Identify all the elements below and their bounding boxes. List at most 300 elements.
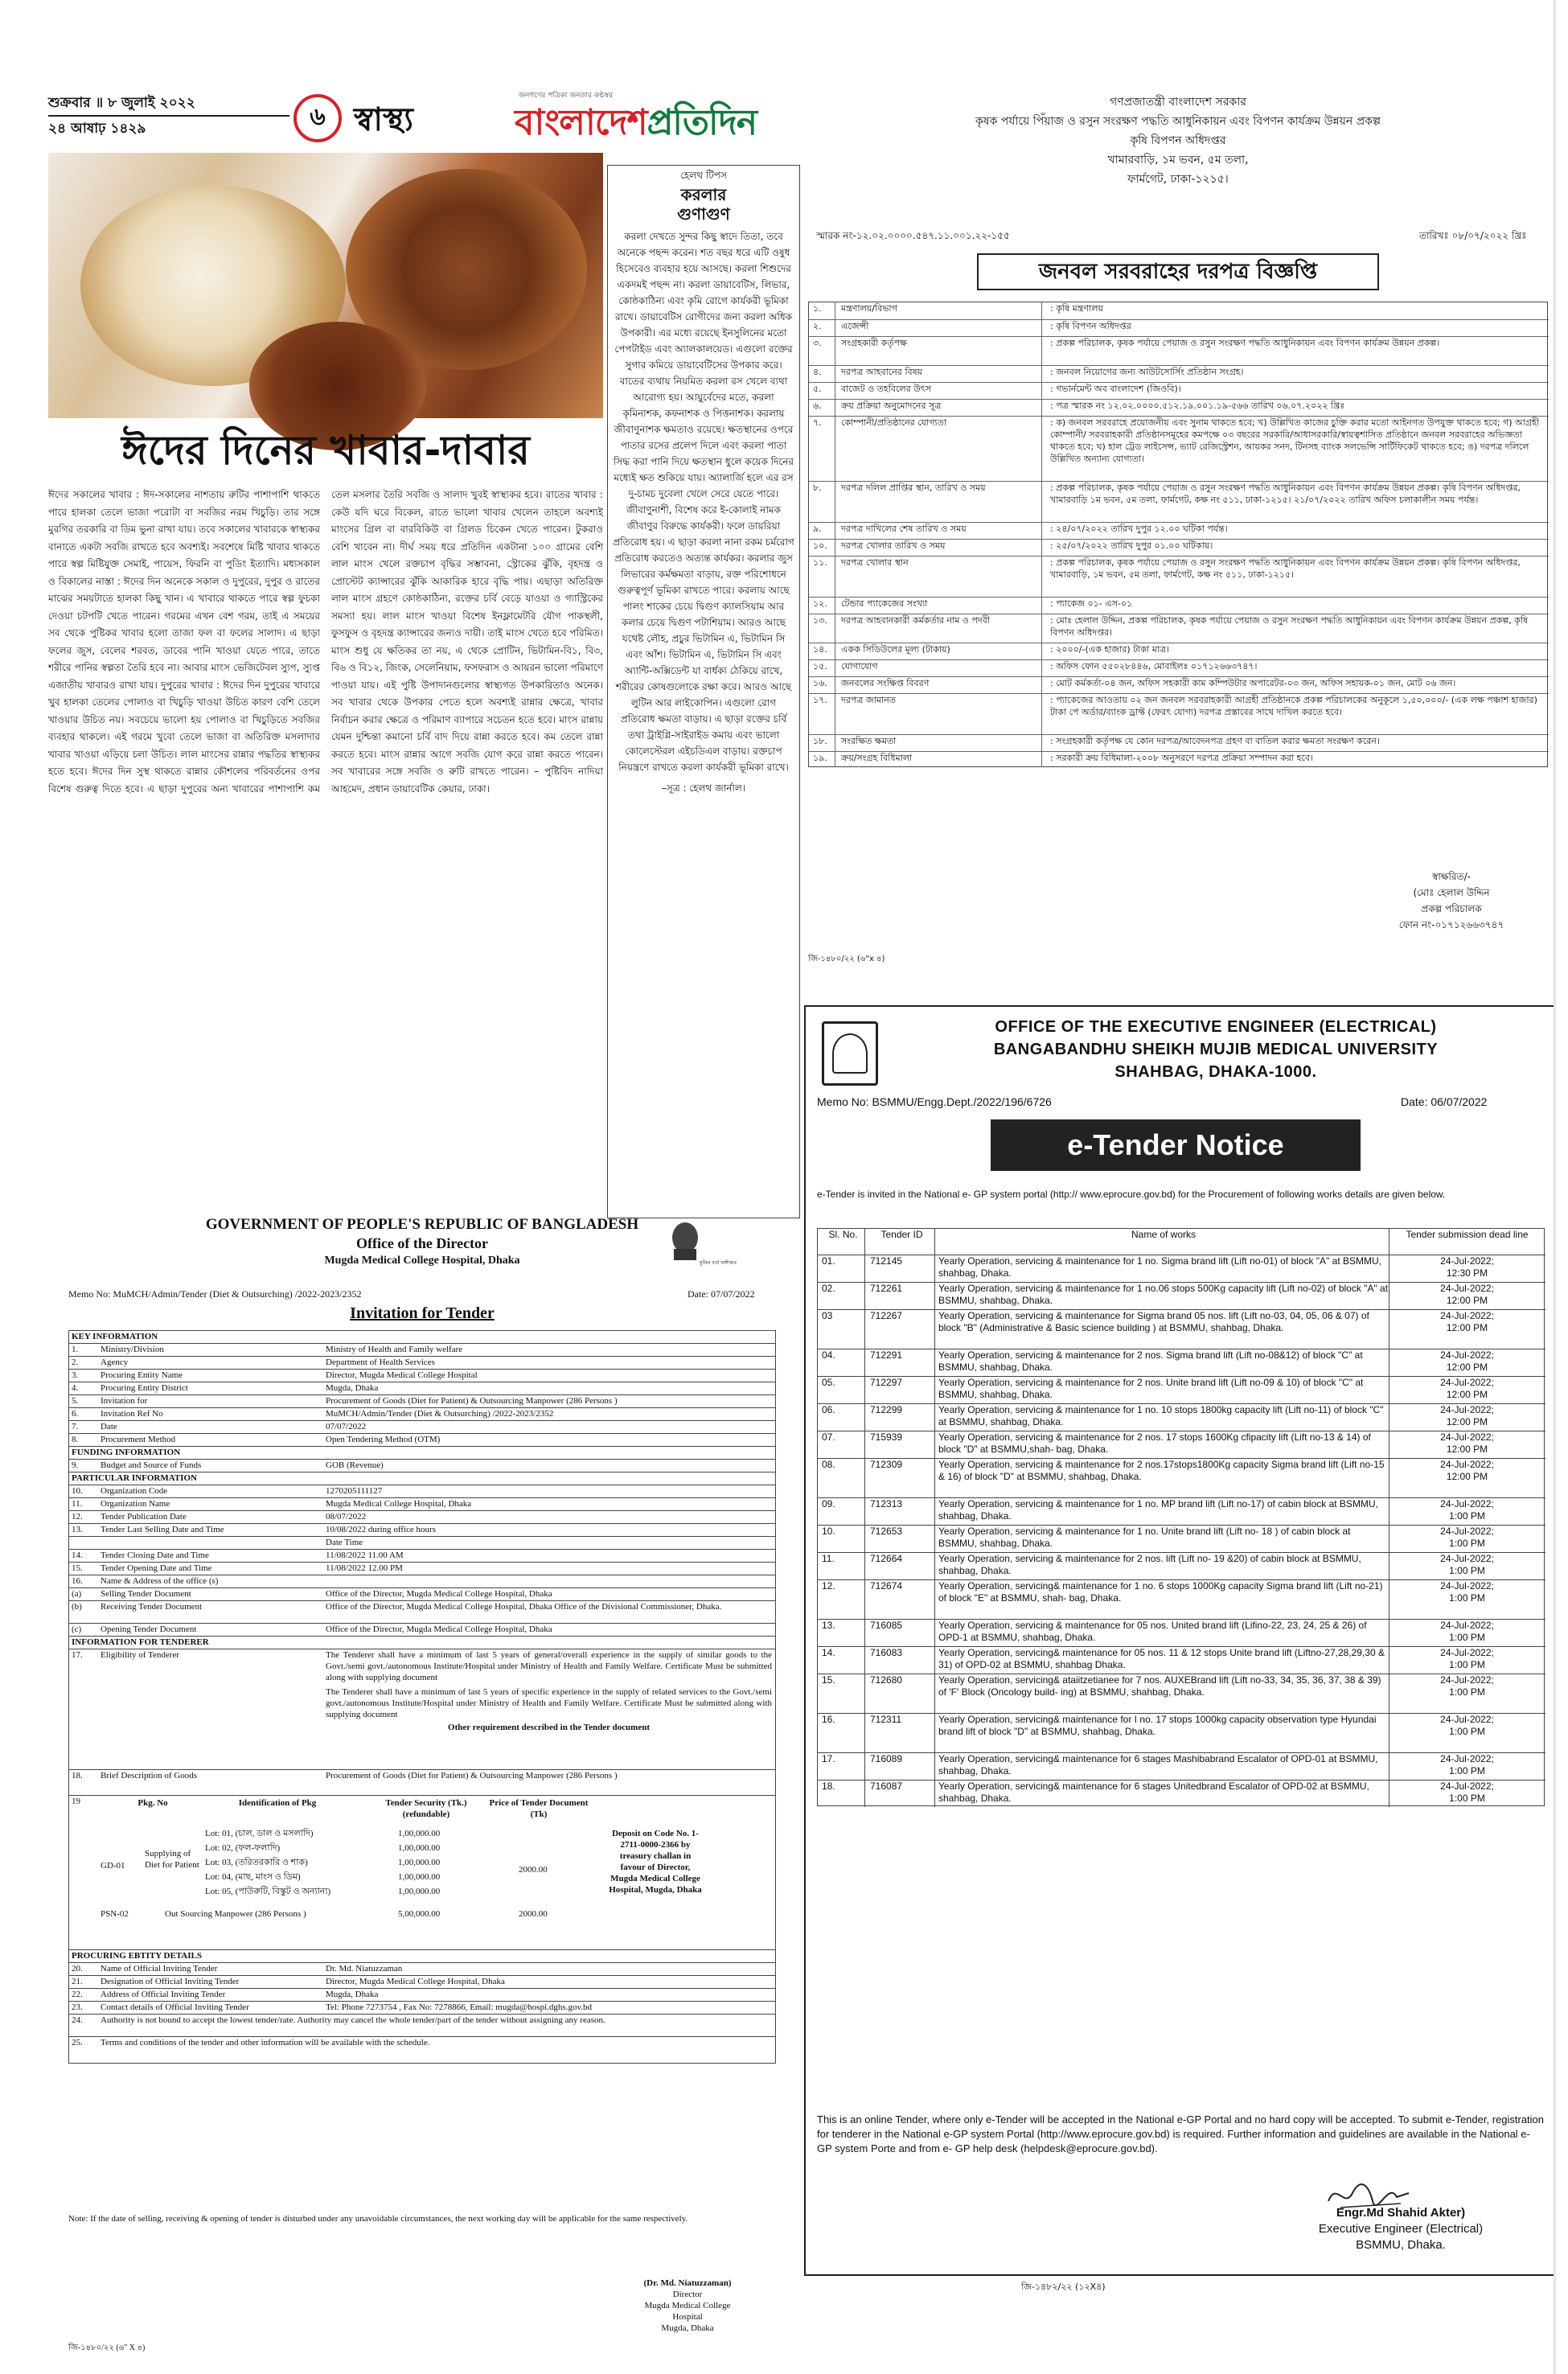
- mugda-title-office: Office of the Director: [355, 1235, 489, 1251]
- tender-row: [818, 1376, 1545, 1403]
- mugda-section-header: FUNDING INFORMATION: [68, 1446, 776, 1458]
- pkg-lot: Lot: 02, (ফল-ফলাদি): [205, 1843, 281, 1853]
- pkg-security: 1,00,000.00: [398, 1843, 441, 1853]
- tender-row: [818, 1431, 1545, 1458]
- row-key: Procuring Entity Name: [101, 1370, 183, 1380]
- tender-work: Yearly Operation, servicing & maintenance for 1 no.06 stops 500Kg capacity lift (Lift no-02) of block "A" at BSMMU, shahbag, Dhaka.: [938, 1283, 1389, 1306]
- row-key: Authority is not bound to accept the lowest tender/rate. Authority may cancel the whole tender/part of the tender without assigning any reason.: [101, 2015, 605, 2025]
- row-value: 07/07/2022: [326, 1422, 367, 1431]
- bsmmu-sign-org: BSMMU, Dhaka.: [1356, 2238, 1446, 2252]
- deadline-date: 24-Jul-2022;: [1440, 1349, 1494, 1361]
- row-number: 25.: [72, 2038, 83, 2047]
- bsmmu-code: জি-১৪৮২/২২ (১২X৪): [1021, 2282, 1106, 2292]
- eligibility-text: [326, 1649, 772, 1733]
- row-key: দরপত্র খোলার স্থান: [841, 557, 909, 568]
- mugda-row: [68, 1988, 776, 1999]
- mugda-row: [68, 2014, 776, 2025]
- row-number: 4.: [72, 1383, 79, 1393]
- row-key: বাজেট ও তহবিলের উৎস: [841, 384, 931, 394]
- col-deadline: Tender submission dead line: [1406, 1229, 1529, 1240]
- row-number: 18.: [72, 1771, 83, 1780]
- tender-deadline: [1393, 1647, 1541, 1671]
- logo-part-2: প্রতিদিন: [646, 102, 757, 143]
- tender-id: 716083: [870, 1647, 903, 1658]
- gov-row: [809, 416, 1549, 481]
- deadline-time: 1:00 PM: [1449, 1592, 1485, 1604]
- row-number: ১০.: [813, 540, 827, 551]
- row-value: Tel: Phone 7273754 , Fax No: 7278866, Email: mugda@hospi.dghs.gov.bd: [326, 2002, 592, 2012]
- row-number: ১৮.: [813, 736, 827, 746]
- logo-part-1: বাংলাদেশ: [515, 102, 647, 143]
- row-value: 1270205111127: [326, 1486, 383, 1496]
- row-key: একক সিডিউলের মূল্য (টাকায়): [841, 644, 950, 655]
- article-body: ঈদের সকালের খাবার : ঈদ-সকালের নাশতায় রুটির পাশাপাশি থাকতে পারে হালকা তেলে ভাজা পরোটা বা সবজির নরম খিচুড়ি। তার সঙ্গে মুরগির তরকারি বা ডিম ভুনা রাখা যায়। তবে সকালের খাবারকে স্বাস্থ্যকর বানাতে একটা সবজি রাখতে হবে অবশ্যই। সবশেষে মিষ্টি খাবার থাকতে পারে স্বল্প মিষ্টিযুক্ত সেমাই, পায়েস, ফিরনি বা পুডিং ইত্যাদি। মধ্যসকাল ও বিকালের নাস্তা : ঈদের দিন অনেকে সকাল ও দুপুরের, দুপুর ও রাতের মাঝের সময়টাতে হালকা কিছু খান। এ খাবারে থাকতে পারে স্বল্প ফুচকা দেওয়া চটপটি খেতে পারেন। গরমের এখন বেশ গরম, তাই এ সময়ের সব থেকে পুষ্টিকর খাবার হলো তাজা ফল বা ফলের সালাদ। এ ছাড়া ফলের জুস, বেলের শরবত, ডাবের পানি খাওয়া যেতে পারে, তাতে শরীরে পানির স্বল্পতা তৈরি হবে না। আবার মাংস ভেজিটেবল স্যুপ, স্যুপ্ত এজাতীয় খাবারও রাখা যায়। দুপুরের খাবার : ঈদের দিন দুপুরের খাবারে খুব হালকা তেলের পোলাও বা খিচুড়ি খাওয়া উচিত কারণ বেশি তেলে খাওয়ার উচিত নয়। সবচেয়ে ভালো হয় পোলাও বা খিচুড়িতে সবজির ব্যবহার থাকলে। এই গরমে খুবো তেলে ভাজা বা অতিরিক্ত মসলাদার খাবার খাওয়া এড়িয়ে চলা উচিত। লাল মাংসের রান্নার পদ্ধতির স্বাস্থ্যকর হতে হবে। ঈদের দিন সুস্থ থাকতে রান্নার কৌশলের পরিবর্তনের ওপর বিশেষ গুরুত্ব দিতে হবে। এ ছাড়া দুপুরের অন্য খাবারের পাশাপাশি কম তেল মসলার তৈরি সবজি ও সালাদ খুবই স্বাস্থ্যকর হবে। রাতের খাবার : কেউ যদি ঘরে বিকেল, রাতে ভালো খাবার খেলেন তাহলে অবশ্যই মাংসের গ্রিল বা বারবিকিউ বা গ্রিলড চিকেন খেতে পারেন। টুকরাও বেশি খাবেন না। দীর্ঘ সময় ধরে প্রতিদিন একটানা ১০০ গ্রামের বেশি লাল মাংস খেলে রক্তচাপ বৃদ্ধির সম্ভাবনা, স্ট্রোকের ঝুঁকি, বৃহদন্ত্র ও প্রোস্টেট ক্যান্সারের ঝুঁকি আকারিক হারে বৃদ্ধি পায়। এছাড়া অতিরিক্ত লাল মাংস গ্রহণে কোষ্ঠকাঠিন্য, রক্তের চর্বি বেড়ে যাওয়া ও গ্যাস্ট্রিকের সমস্যা হয়। লাল মাংস খাওয়া বিশেষ ইনফ্লামেটরি যৌগ পাকস্থলী, ফুসফুস ও বৃহদন্ত্র ক্যান্সারের জন্যও দায়ী। তাই মাংস খেতে হবে পরিমিত। মাংস শুধু যে ক্ষতিকর তা নয়, এ থেকে প্রোটিন, ভিটামিন-বি১, বি৩, বি৬ ও বি১২, জিংক, সেলেনিয়াম, ফসফরাস ও আয়রন ভালো পরিমাণে পাওয়া যায়। এই পুষ্টি উপাদানগুলোর স্বাস্থ্যগত উপকারিতাও অনেক। সব খাবার থেকে উপকার পেতে হলে অবশ্যই রান্নার ক্ষেত্রে, খাবার নির্বাচন করার ক্ষেত্রে ও পরিমাণ ব্যাপারে সচেতন হতে হবে। মাংস রান্নায় যেমন দুশ্চিন্তা কমানো চর্বি বাদ দিয়ে রান্না করতে হবে। কম তেলে রান্না করতে হবে। মাংস রান্নার আগে সবজি যোগ করে রান্না করতে পারেন। সব খাবারের সঙ্গে সবজি ও রুটি রাখতে পারেন। – পুষ্টিবিদ নাদিয়া আহমেদ, প্রধান ডায়াবেটিক কেয়ার, ঢাকা।: [48, 489, 603, 795]
- pkg-lot: Lot: 05, (পাউরুটি, বিস্কুট ও অন্যান্য): [205, 1887, 331, 1896]
- mugda-sign-org2: Hospital: [672, 2312, 703, 2322]
- row-value: : অফিস ফোন ৫৫০২৮৪৪৬, মোবাইলঃ ০১৭১২৬৬৩৭৪৭।: [1050, 661, 1258, 672]
- mugda-tender-notice: [68, 1216, 776, 2352]
- bsmmu-sign-title: Executive Engineer (Electrical): [1318, 2222, 1484, 2236]
- tips-title: [613, 185, 794, 224]
- gov-row: [809, 643, 1549, 659]
- row-value: : প্যাকেজ ০১- এস-০১: [1050, 598, 1133, 609]
- bsmmu-h2: BANGABANDHU SHEIKH MUJIB MEDICAL UNIVERSITY: [993, 1041, 1439, 1058]
- tender-work: Yearly Operation, servicing & maintenance for Sigma brand 05 nos. lift (Lift no-03, 04, 05, 06 & 07) of block "B" (Administrative & Basic science building ) at BSMMU, shahbag, Dhaka.: [938, 1310, 1369, 1333]
- bsmmu-h3: SHAHBAG, DHAKA-1000.: [1114, 1063, 1317, 1081]
- mugda-note: Note: If the date of selling, receiving & opening of tender is disturbed under any unavoidable circumstances, the next working day will be applicable for the same respectively.: [68, 2214, 688, 2224]
- tender-id: 715939: [870, 1431, 903, 1443]
- tender-row: [818, 1309, 1545, 1349]
- deadline-date: 24-Jul-2022;: [1440, 1620, 1494, 1631]
- row-value: : ২৫/০৭/২০২২ তারিখ দুপুর ০১.০০ ঘটিকায়।: [1050, 540, 1213, 551]
- row-key: দরপত্র আহবানের বিষয়: [841, 367, 923, 377]
- row-number: 3.: [72, 1370, 79, 1380]
- tender-work: Yearly Operation, servicing& maintenance for 6 stages Unitedbrand Escalator of OPD-02 at BSMMU, shahbag, Dhaka.: [938, 1780, 1369, 1804]
- mugda-row: [68, 1407, 776, 1419]
- row-number: 17.: [72, 1650, 83, 1660]
- deadline-date: 24-Jul-2022;: [1440, 1310, 1494, 1321]
- gov-row: [809, 597, 1549, 614]
- gov-row: [809, 365, 1549, 382]
- tips-body: [613, 228, 794, 796]
- mugda-row: [68, 1562, 776, 1573]
- row-value: 08/07/2022: [326, 1512, 367, 1522]
- row-value: Office of the Director, Mugda Medical College Hospital, Dhaka Office of the Divisional Commissioner, Dhaka.: [326, 1602, 722, 1612]
- row-value: : ক) জনবল সরবরাহে প্রয়োজনীয় এবং সুনাম থাকতে হবে; খ) উল্লিখিত কাজের চুক্তি করার মতো আইনগত উপযুক্ত থাকতে হবে; গ) আগ্রহী কোম্পানী/ সরবরাহকারী প্রতিষ্ঠানসমূহের কমপক্ষে ০৩ বছরের সরকারি/আধাসরকারি/স্বায়ত্বশাসিত প্রতিষ্ঠানে জনবল সরবরাহের অভিজ্ঞতা থাকতে হবে; ঘ) হাল ট্রেড লাইসেন্স, ভ্যাট রেজিস্ট্রেশন, আয়কর সনদ, টিনসহ ব্যাংক সলভেন্সি সার্টিফিকেট থাকতে হবে; ঙ) দরপত্র দলিলে উল্লিখিত অন্যান্য যোগ্যতা।: [1050, 417, 1540, 464]
- row-number: ১২.: [813, 598, 827, 609]
- row-key: Terms and conditions of the tender and other information will be available with the schedule.: [101, 2038, 430, 2047]
- row-number: ১৬.: [813, 678, 827, 688]
- tender-row: [818, 1780, 1545, 1807]
- bsmmu-footer: This is an online Tender, where only e-Tender will be accepted in the National e-GP Portal and no hard copy will be accepted. To submit e-Tender, registration for tenderer in the National e-GP system Portal (http://www.eprocure.gov.bd) is required. Further information and guidelines are available in the National e-GP system Porte and from e- GP help desk (helpdesk@eprocure.gov.bd).: [817, 2113, 1545, 2154]
- newspaper-logo: [515, 96, 757, 154]
- row-number: 14.: [72, 1550, 83, 1560]
- row-value: : প্রকল্প পরিচালক, কৃষক পর্যায়ে পেয়াজ ও রসুন সংরক্ষণ পদ্ধতি আধুনিকায়ন এবং বিপণন কার্যক্রম উন্নয়ন প্রকল্প।: [1050, 338, 1440, 348]
- row-number: ১.: [813, 303, 822, 314]
- pkg-lot: Lot: 01, (চাল, ডাল ও মসলাদি): [205, 1829, 314, 1838]
- tender-sl: 14.: [822, 1647, 835, 1658]
- row-key: দরপত্র জামানত: [841, 695, 897, 705]
- deadline-date: 24-Jul-2022;: [1440, 1498, 1494, 1509]
- deadline-date: 24-Jul-2022;: [1440, 1431, 1494, 1443]
- tender-id: 712313: [870, 1498, 903, 1509]
- row-number: 16.: [72, 1576, 83, 1586]
- tender-sl: 01.: [822, 1255, 835, 1267]
- deadline-time: 1:00 PM: [1449, 1659, 1485, 1670]
- mugda-sign-title: Director: [672, 2290, 703, 2299]
- pkg-psn-price: 2000.00: [519, 1909, 548, 1919]
- col-sl: Sl. No.: [828, 1229, 858, 1240]
- mugda-row: [68, 1623, 776, 1634]
- deadline-time: 12:00 PM: [1446, 1444, 1488, 1455]
- pkg-header: Tender Security (Tk.) (refundable): [385, 1798, 467, 1819]
- tender-work: Yearly Operation, servicing & maintenance for 2 nos. 17 stops 1600Kg cfipacity lift (Lift no-13 & 14) of block "D" at BSMMU,shah- bag, Dhaka.: [938, 1431, 1371, 1455]
- deadline-time: 1:00 PM: [1449, 1565, 1485, 1576]
- issue-date-bangla: ২৪ আষাঢ় ১৪২৯: [48, 121, 146, 137]
- row-number: 6.: [72, 1409, 79, 1419]
- gov-row: [809, 659, 1549, 676]
- gov-signature: [1355, 869, 1548, 933]
- mugda-row: [68, 2036, 776, 2047]
- row-value: Ministry of Health and Family welfare: [326, 1345, 463, 1354]
- row-key: Procurement Method: [101, 1435, 176, 1444]
- food-photo: [48, 153, 603, 418]
- row-value: : কৃষি মন্ত্রণালয়: [1050, 303, 1103, 314]
- mugda-row: [68, 1394, 776, 1406]
- bsmmu-sign-name: Engr.Md Shahid Akter): [1336, 2206, 1466, 2220]
- tender-id: 712299: [870, 1404, 903, 1415]
- col-tender-id: Tender ID: [880, 1229, 923, 1240]
- row-number: ১৯.: [813, 753, 827, 763]
- tender-id: 712653: [870, 1526, 903, 1537]
- deadline-date: 24-Jul-2022;: [1440, 1580, 1494, 1592]
- row-key: Tender Opening Date and Time: [101, 1563, 212, 1573]
- row-key: দরপত্র দলিল প্রাপ্তির স্থান, তারিখ ও সময়: [841, 483, 986, 493]
- row-key: Address of Official Inviting Tender: [101, 1990, 226, 1999]
- row-key: Contact details of Official Inviting Tender: [101, 2002, 249, 2012]
- row-value: : সরকারী ক্রয় বিধিমালা-২০০৮ অনুসরণে দরপত্র প্রক্রিয়া সম্পাদন করা হবে।: [1050, 753, 1313, 763]
- tips-title-line1: করলার: [680, 185, 727, 204]
- row-key: Name & Address of the office (s): [101, 1576, 219, 1586]
- row-number: ৫.: [813, 384, 822, 394]
- pkg-header: Identification of Pkg: [238, 1798, 317, 1808]
- pkg-psn: PSN-02: [101, 1909, 129, 1919]
- tender-row: [818, 1619, 1545, 1646]
- tender-deadline: [1393, 1753, 1541, 1777]
- mugda-row: [68, 1536, 776, 1547]
- tender-id: 716087: [870, 1780, 903, 1792]
- row-value: Mugda, Dhaka: [326, 1383, 379, 1393]
- tender-sl: 18.: [822, 1780, 835, 1792]
- pkg-security: 1,00,000.00: [398, 1858, 441, 1867]
- row-key: কোম্পানী/প্রতিষ্ঠানের যোগ্যতা: [841, 417, 947, 428]
- gov-row: [809, 382, 1549, 399]
- mugda-row: [68, 1549, 776, 1560]
- pkg-deposit: Deposit on Code No. 1-2711-0000-2366 by treasury challan in favour of Director, Mugda Medical College Hospital, Mugda, Dhaka: [609, 1829, 702, 1895]
- tender-deadline: [1393, 1580, 1541, 1604]
- pkg-doc-price: 2000.00: [519, 1865, 548, 1875]
- mugda-row: [68, 1433, 776, 1444]
- pkg-psn-desc: Out Sourcing Manpower (286 Persons ): [165, 1909, 306, 1919]
- tender-row: [818, 1646, 1545, 1674]
- row-value: : সংগ্রহকারী কর্তৃপক্ষ যে কোন দরপত্র/আবেদনপত্র গ্রহণ বা বাতিল করার ক্ষমতা সংরক্ষণ করেন।: [1050, 736, 1380, 746]
- row-number: 2.: [72, 1357, 79, 1367]
- mugda-row: [68, 1523, 776, 1534]
- row-value: : ২৪/০৭/২০২২ তারিখ দুপুর ১২.০০ ঘটিকা পর্যন্ত।: [1050, 524, 1228, 534]
- tips-title-line2: গুণাগুণ: [677, 204, 730, 224]
- mugda-row-brief: [68, 1769, 776, 1780]
- mugda-row: [68, 1343, 776, 1354]
- mugda-heading: Invitation for Tender: [350, 1304, 495, 1322]
- tender-id: 712261: [870, 1283, 903, 1294]
- deadline-date: 24-Jul-2022;: [1440, 1753, 1494, 1764]
- row-key: মন্ত্রণালয়/বিভাগ: [841, 303, 897, 314]
- tender-sl: 15.: [822, 1674, 835, 1686]
- tender-row: [818, 1525, 1545, 1552]
- gov-row: [809, 319, 1549, 336]
- tender-work: Yearly Operation, servicing & maintenance for 2 nos. lift (Lift no- 19 &20) of cabin block at BSMMU, shahbag, Dhaka.: [938, 1553, 1361, 1576]
- row-value: Date Time: [326, 1538, 363, 1547]
- row-value: : গভার্নমেন্ট অব বাংলাদেশ (জিওবি)।: [1050, 384, 1181, 394]
- row-key: Tender Publication Date: [101, 1512, 187, 1522]
- gov-row: [809, 522, 1549, 539]
- deadline-date: 24-Jul-2022;: [1440, 1459, 1494, 1470]
- tender-work: Yearly Operation, servicing & maintenance for 2 nos. Unite brand lift (Lift no-09 & 10) of block "C" at BSMMU, shahbag, Dhaka.: [938, 1377, 1364, 1400]
- eligibility-3: Other requirement described in the Tender document: [448, 1723, 650, 1732]
- tender-row: [818, 1349, 1545, 1376]
- gov-sign2: (মোঃ হেলাল উদ্দিন: [1413, 887, 1490, 898]
- row-number: 5.: [72, 1396, 79, 1406]
- row-key: Tender Last Selling Date and Time: [101, 1525, 224, 1534]
- pkg-security: 1,00,000.00: [398, 1887, 441, 1896]
- mugda-section-header: INFORMATION FOR TENDERER: [68, 1636, 776, 1648]
- mugda-row: [68, 1356, 776, 1367]
- row-number: 10.: [72, 1486, 83, 1496]
- row-value: : প্যাকেজের আওতায় ০২ জন জনবল সরবরাহকারী আগ্রহী প্রতিষ্ঠানকে প্রকল্প পরিচালকের অনুকূলে ১,৫০,০০০/- (এক লক্ষ পঞ্চাশ হাজার) টাকা পে অর্ডার/ব্যাংক ড্রাফ্ট (ফেরৎ যোগ্য) দরপত্র প্রস্তাবের সাথে দাখিল করতে হবে।: [1050, 695, 1537, 717]
- deadline-date: 24-Jul-2022;: [1440, 1780, 1494, 1792]
- gov-date: তারিখঃ ০৮/০৭/২০২২ খ্রিঃ: [1419, 230, 1527, 241]
- article-headline: ঈদের দিনের খাবার-দাবার: [121, 427, 530, 474]
- deadline-time: 12:00 PM: [1446, 1322, 1488, 1333]
- tender-deadline: [1393, 1431, 1541, 1456]
- mugda-row: [68, 1459, 776, 1470]
- row-number: 21.: [72, 1977, 83, 1986]
- tender-deadline: [1393, 1459, 1541, 1483]
- tender-deadline: [1393, 1526, 1541, 1550]
- mugda-title-govt: GOVERNMENT OF PEOPLE'S REPUBLIC OF BANGLADESH: [205, 1216, 639, 1233]
- mugda-sign-name: (Dr. Md. Niatuzzaman): [643, 2278, 732, 2288]
- mugda-row: [68, 2001, 776, 2012]
- tender-work: Yearly Operation, servicing& maintenance for I no. 17 stops 1000kg capacity observation type Hyundai brand lift of block "D" at BSMMU, shahbag, Dhaka.: [938, 1714, 1377, 1737]
- tender-deadline: [1393, 1283, 1541, 1307]
- tender-sl: 03: [822, 1310, 833, 1321]
- gov-row: [809, 676, 1549, 693]
- tips-source: –সূত্র : হেলথ জার্নাল।: [661, 782, 746, 794]
- tender-work: Yearly Operation, servicing& maintenance for 6 stages Mashibabrand Escalator of OPD-01 at BSMMU, shahbag, Dhaka.: [938, 1753, 1378, 1776]
- deadline-date: 24-Jul-2022;: [1440, 1404, 1494, 1415]
- gov-row: [809, 751, 1549, 768]
- row-key: Opening Tender Document: [101, 1624, 197, 1634]
- eligibility-2: The Tenderer shall have a minimum of last 5 years of specific experience in the supply of related services to the Govt./semi govt./autonomous Institute/Hospital under Ministry of Health and Family Welfare. Certificate Must be submitted along with supplying document: [326, 1687, 772, 1719]
- row-number: 20.: [72, 1964, 83, 1974]
- tender-row: [818, 1752, 1545, 1780]
- row-number: 9.: [72, 1460, 79, 1470]
- mugda-section-header: PARTICULAR INFORMATION: [68, 1472, 776, 1484]
- tender-id: 712674: [870, 1580, 903, 1592]
- bsmmu-h1: OFFICE OF THE EXECUTIVE ENGINEER (ELECTRICAL): [995, 1018, 1437, 1036]
- row-value: : পত্র স্মারক নং ১২.০২.০০০০.৫১২.১৯.০০১.১৯-৫৬৬ তারিখ ০৬.০৭.২০২২ খ্রিঃ: [1050, 400, 1345, 411]
- bsmmu-memo: Memo No: BSMMU/Engg.Dept./2022/196/6726: [817, 1095, 1052, 1108]
- pkg-gd-desc: Supplying of Diet for Patient: [145, 1849, 199, 1870]
- row-value: Open Tendering Method (OTM): [326, 1435, 441, 1444]
- tender-work: Yearly Operation, servicing & maintenance for 2 nos.17stops1800Kg capacity Sigma brand lift (Lift no-15 & 16) of block "D" at BSMMU, shahbag, Dhaka.: [938, 1459, 1385, 1482]
- mugda-section-header: PROCURING EBTITY DETAILS: [68, 1949, 776, 1961]
- tender-work: Yearly Operation, servicing & maintenance for 1 no. MP brand lift (Lift no-17) of cabin block at BSMMU, shahbag, Dhaka.: [938, 1498, 1378, 1522]
- row-key: Eligibility of Tenderer: [101, 1650, 180, 1660]
- row-number: ৪.: [813, 367, 822, 377]
- row-number: 8.: [72, 1435, 79, 1444]
- col-works: Name of works: [1131, 1229, 1197, 1240]
- deadline-time: 1:00 PM: [1449, 1726, 1485, 1737]
- tender-id: 712145: [870, 1255, 903, 1267]
- tender-row: [818, 1255, 1545, 1282]
- gov-row: [809, 614, 1549, 643]
- health-tips-box: [607, 165, 800, 1218]
- tender-sl: 11.: [822, 1553, 835, 1564]
- row-value: 11/08/2022 11.00 AM: [326, 1550, 404, 1560]
- tender-row: [818, 1713, 1545, 1752]
- gov-col-line: [1041, 302, 1042, 767]
- row-number: ১১.: [813, 557, 827, 568]
- deadline-time: 1:00 PM: [1449, 1793, 1485, 1804]
- row-number: 7.: [72, 1422, 79, 1431]
- row-value: : মোট কর্মকর্তা-০৪ জন, অফিস সহকারী কাম কম্পিউটার অপারেটর-০৩ জন, অফিস সহায়ক-০১ জন, মোট ০৬ জন।: [1050, 678, 1456, 688]
- tender-deadline: [1393, 1620, 1541, 1644]
- bsmmu-table: [817, 1228, 1545, 1806]
- pkg-header: Pkg. No: [138, 1798, 168, 1808]
- row-value: 11/08/2022 12.00 PM: [326, 1563, 403, 1573]
- mugda-row: [68, 1975, 776, 1986]
- row-number: 19: [72, 1797, 80, 1806]
- row-value: Office of the Director, Mugda Medical College Hospital, Dhaka: [326, 1624, 552, 1634]
- gov-h1: গণপ্রজাতন্ত্রী বাংলাদেশ সরকার: [1110, 96, 1246, 109]
- row-key: Invitation Ref No: [101, 1409, 163, 1419]
- tender-deadline: [1393, 1255, 1541, 1279]
- page-number: ৬: [293, 94, 342, 142]
- gov-row: [809, 693, 1549, 734]
- row-key: Procuring Entity District: [101, 1383, 188, 1393]
- row-value: : কৃষি বিপণন অধিদপ্তর: [1050, 321, 1131, 331]
- mugda-row: [68, 1420, 776, 1431]
- tender-row: [818, 1552, 1545, 1579]
- mugda-title-hospital: Mugda Medical College Hospital, Dhaka: [324, 1255, 520, 1267]
- deadline-date: 24-Jul-2022;: [1440, 1553, 1494, 1564]
- logo-tagline: জনগণের পত্রিকা জনতার কণ্ঠস্বর: [519, 92, 613, 100]
- masthead: [48, 92, 796, 149]
- row-key: টেন্ডার প্যাকেজের সংখ্যা: [841, 598, 928, 609]
- gov-row: [809, 399, 1549, 416]
- pkg-gd: GD-01: [101, 1861, 125, 1871]
- deadline-time: 12:00 PM: [1446, 1295, 1488, 1306]
- tender-id: 716085: [870, 1620, 903, 1631]
- gov-sign4: ফোন নং-০১৭১২৬৬৩৭৪৭: [1398, 919, 1504, 930]
- gov-table: [808, 302, 1548, 767]
- mugda-date: Date: 07/07/2022: [688, 1288, 755, 1300]
- row-value: Director, Mugda Medical College Hospital, Dhaka: [326, 1977, 505, 1986]
- bsmmu-signature: [1256, 2205, 1545, 2253]
- mugda-section-header: KEY INFORMATION: [68, 1330, 776, 1342]
- deadline-date: 24-Jul-2022;: [1440, 1255, 1494, 1267]
- row-number: ৩.: [813, 338, 822, 348]
- row-number: ১৫.: [813, 661, 827, 672]
- tender-row: [818, 1458, 1545, 1497]
- tender-id: 712664: [870, 1553, 903, 1564]
- pkg-lot: Lot: 04, (মাছ, মাংস ও ডিম): [205, 1872, 301, 1882]
- tender-sl: 17.: [822, 1753, 835, 1764]
- deadline-time: 1:00 PM: [1449, 1510, 1485, 1522]
- row-key: Ministry/Division: [101, 1345, 164, 1354]
- deadline-date: 24-Jul-2022;: [1440, 1714, 1494, 1725]
- row-key: Budget and Source of Funds: [101, 1460, 202, 1470]
- etender-banner: e-Tender Notice: [991, 1119, 1361, 1171]
- row-value: Procurement of Goods (Diet for Patient) & Outsourcing Manpower (286 Persons ): [326, 1396, 618, 1406]
- row-number: ৯.: [813, 524, 822, 534]
- issue-date: শুক্রবার ॥ ৮ জুলাই ২০২২: [48, 95, 195, 111]
- deadline-date: 24-Jul-2022;: [1440, 1526, 1494, 1537]
- row-value: : ২০০০/-(এক হাজার) টাকা মাত্র।: [1050, 644, 1170, 655]
- row-value: MuMCH/Admin/Tender (Diet & Outsurching) /2022-2023/2352: [326, 1409, 554, 1419]
- row-key: সংরক্ষিত ক্ষমতা: [841, 736, 897, 746]
- gov-sign1: স্বাক্ষরিত/-: [1432, 871, 1471, 882]
- row-key: দরপত্র দাখিলের শেষ তারিখ ও সময়: [841, 524, 967, 534]
- bsmmu-etender-notice: [804, 1005, 1556, 2276]
- tender-sl: 06.: [822, 1404, 835, 1415]
- row-key: Organization Code: [101, 1486, 168, 1496]
- row-key: Receiving Tender Document: [101, 1602, 203, 1612]
- row-key: যোগাযোগ: [841, 661, 878, 672]
- row-number: ১৩.: [813, 615, 827, 626]
- row-number: ৭.: [813, 417, 822, 428]
- row-key: Selling Tender Document: [101, 1589, 191, 1599]
- gov-title: জনবল সরবরাহের দরপত্র বিজ্ঞপ্তি: [977, 253, 1379, 290]
- tender-deadline: [1393, 1498, 1541, 1522]
- row-value: : জনবল নিয়োগের জন্য আউটসোর্সিং প্রতিষ্ঠান সংগ্রহ।: [1050, 367, 1244, 377]
- row-key: জনবলের সংক্ষিপ্ত বিবরণ: [841, 678, 930, 688]
- pkg-lot: Lot: 03, (তরিতরকারি ও শাক): [205, 1858, 308, 1867]
- tender-id: 712309: [870, 1459, 903, 1470]
- row-key: দরপত্র আহবানকারী কর্মকর্তার নাম ও পদবী: [841, 615, 990, 626]
- page-edge: [1554, 0, 1556, 2374]
- row-number: 15.: [72, 1563, 83, 1573]
- row-value: 10/08/2022 during office hours: [326, 1525, 436, 1534]
- tender-id: 712267: [870, 1310, 903, 1321]
- mugda-row: [68, 1510, 776, 1522]
- deadline-time: 12:00 PM: [1446, 1416, 1488, 1427]
- deadline-time: 1:00 PM: [1449, 1765, 1485, 1776]
- bsmmu-date: Date: 06/07/2022: [1401, 1095, 1488, 1108]
- pkg-security: 1,00,000.00: [398, 1872, 441, 1882]
- row-number: (b): [72, 1602, 82, 1612]
- mujib-year-logo: [667, 1220, 737, 1272]
- row-key: Agency: [101, 1357, 129, 1367]
- deadline-date: 24-Jul-2022;: [1440, 1283, 1494, 1294]
- tender-sl: 07.: [822, 1431, 835, 1443]
- mugda-row: [68, 1600, 776, 1612]
- bsmmu-intro: e-Tender is invited in the National e- GP system portal (http:// www.eprocure.gov.bd) for the Procurement of following works details are given below.: [817, 1189, 1446, 1200]
- tender-work: Yearly Operation, servicing& maintenance for 05 nos. 11 & 12 stops Unite brand lift (Liftno-27,28,29,30 & 31) of OPD-02 at BSMMU, shahbag Dhaka.: [938, 1647, 1385, 1670]
- row-key: ক্রয়/সংগ্রহ বিধিমালা: [841, 753, 913, 763]
- mugda-signature: [599, 2277, 776, 2334]
